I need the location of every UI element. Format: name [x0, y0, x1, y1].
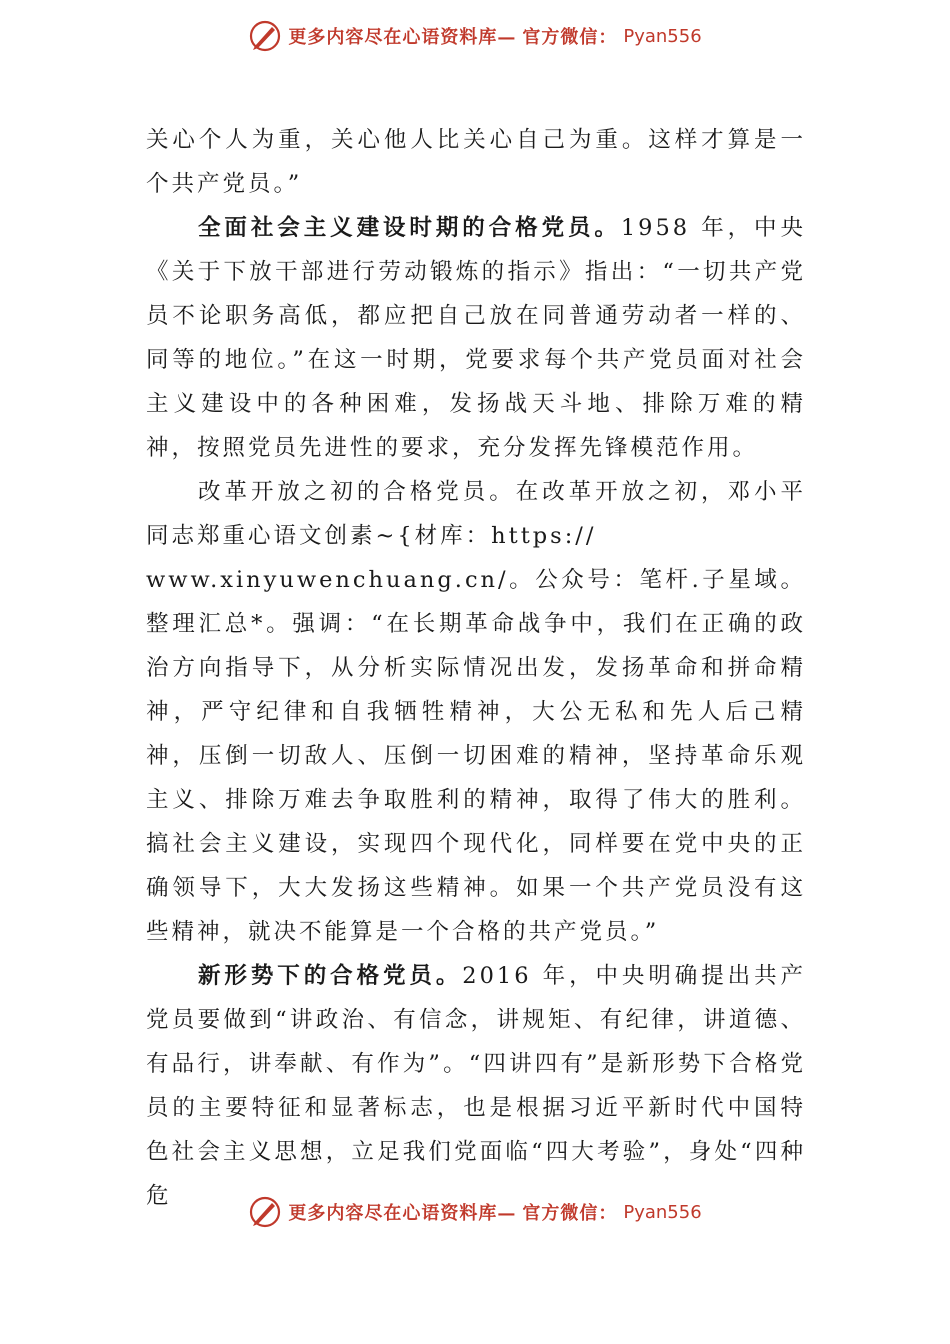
paragraph-2: [146, 206, 806, 470]
paragraph-3: [146, 470, 806, 558]
paragraph-5: [146, 954, 806, 1218]
paragraph-text: www.xinyuwenchuang.cn/。公众号：笔杆.子星域。整理汇总*。强调：“在长期革命战争中，我们在正确的政治方向指导下，从分析实际情况出发，发扬革命和拼命精神，严守纪律和自我牺牲精神，大公无私和先人后己精神，压倒一切敌人、压倒一切困难的精神，坚持革命乐观主义、排除万难去争取胜利的精神，取得了伟大的胜利。搞社会主义建设，实现四个现代化，同样要在党中央的正确领导下，大大发扬这些精神。如果一个共产党员没有这些精神，就决不能算是一个合格的共产党员。”: [146, 567, 806, 945]
watermark-account: Pyan556: [623, 25, 702, 47]
paragraph-text: 关心个人为重，关心他人比关心自己为重。这样才算是一个共产党员。”: [146, 127, 806, 197]
watermark-account: Pyan556: [623, 1201, 702, 1223]
paragraph-1: [146, 118, 806, 206]
paragraph-text: 2016 年，中央明确提出共产党员要做到“讲政治、有信念，讲规矩、有纪律，讲道德、有品行，讲奉献、有作为”。“四讲四有”是新形势下合格党员的主要特征和显著标志，也是根据习近平新时代中国特色社会主义思想，立足我们党面临“四大考验”，身处“四种危: [146, 963, 806, 1209]
watermark-official: 官方微信：: [522, 1203, 618, 1224]
pen-logo-icon: [248, 1195, 282, 1229]
header-watermark: [0, 16, 950, 56]
pen-logo-icon: [248, 19, 282, 53]
document-body: [146, 118, 806, 1218]
paragraph-4: [146, 558, 806, 954]
watermark-text: 更多内容尽在心语资料库—: [288, 27, 517, 48]
paragraph-heading: 新形势下的合格党员。: [198, 963, 463, 989]
paragraph-text: 1958 年，中央《关于下放干部进行劳动锻炼的指示》指出：“一切共产党员不论职务高低，都应把自己放在同普通劳动者一样的、同等的地位。”在这一时期，党要求每个共产党员面对社会主义建设中的各种困难，发扬战天斗地、排除万难的精神，按照党员先进性的要求，充分发挥先锋模范作用。: [146, 215, 806, 461]
paragraph-text: 改革开放之初的合格党员。在改革开放之初，邓小平同志郑重心语文创素~{材库：https://: [146, 479, 806, 549]
watermark-text: 更多内容尽在心语资料库—: [288, 1203, 517, 1224]
watermark-official: 官方微信：: [522, 27, 618, 48]
paragraph-heading: 全面社会主义建设时期的合格党员。: [198, 215, 621, 241]
footer-watermark: [0, 1192, 950, 1232]
